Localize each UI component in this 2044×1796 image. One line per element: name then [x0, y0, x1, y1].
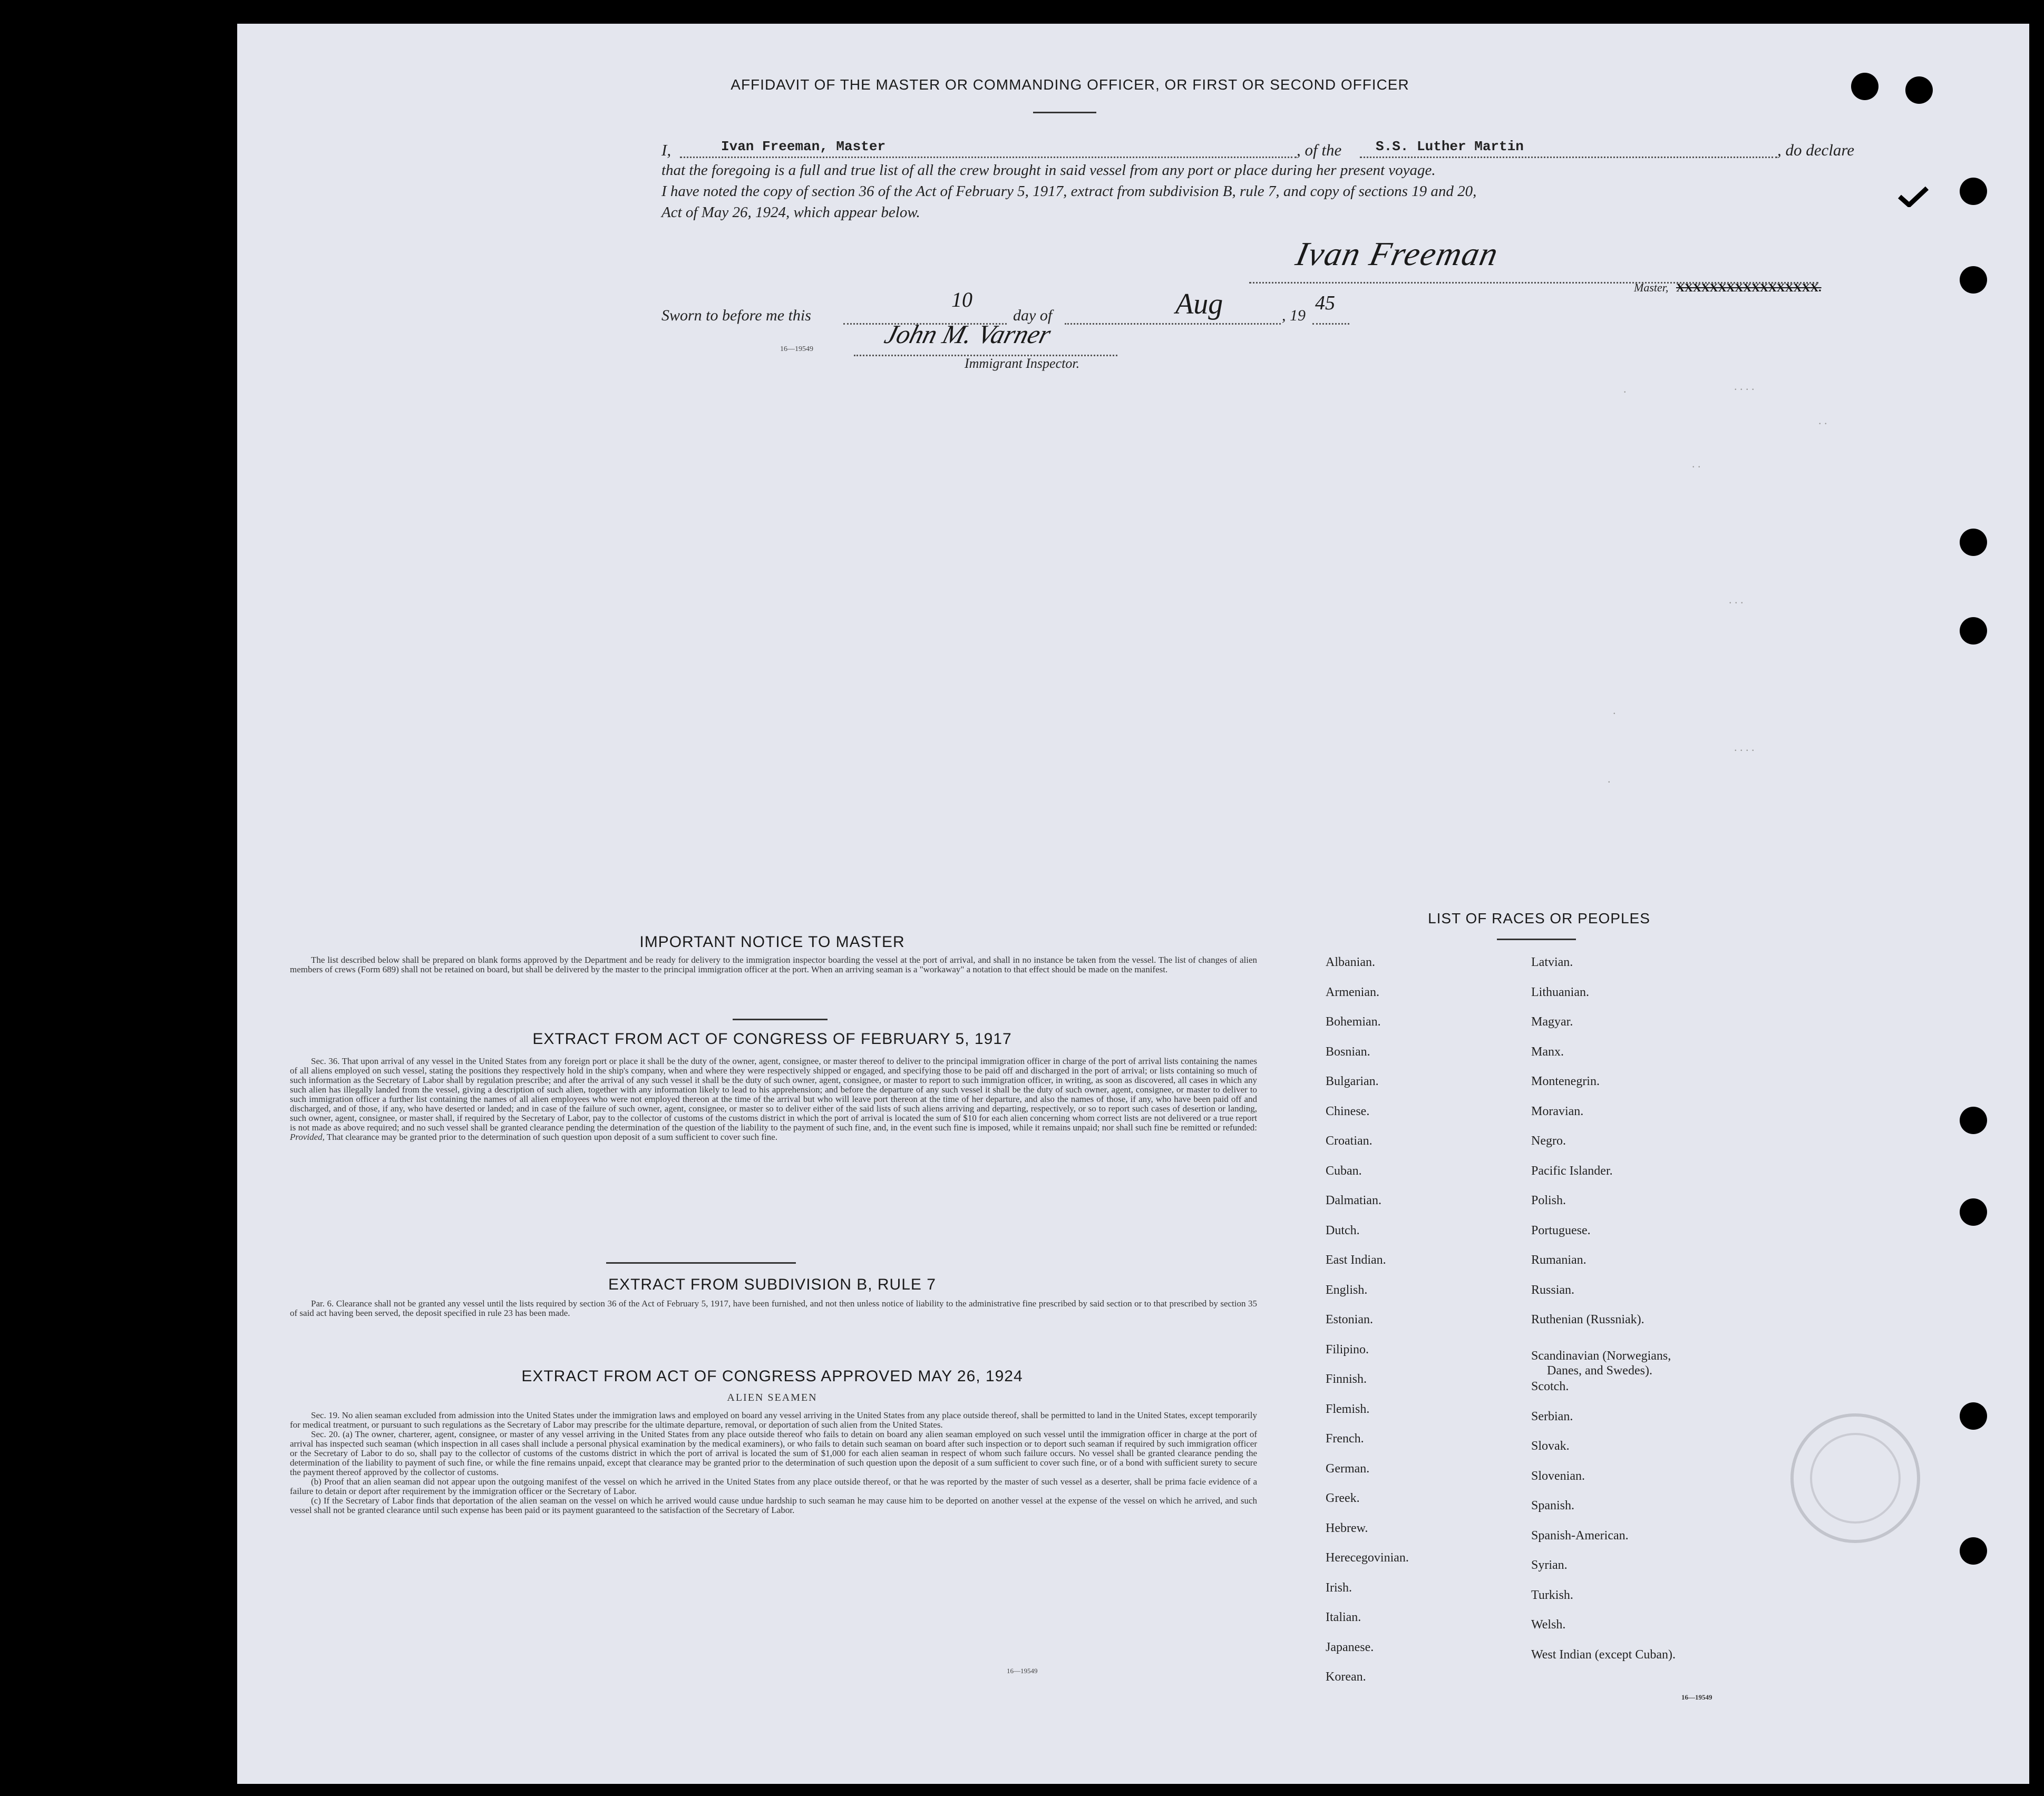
race-item: Filipino. — [1326, 1342, 1369, 1356]
notice-body: The list described below shall be prepared on blank forms approved by the Department and be ready for delivery to the immigration inspector boarding the vessel at the port of arrival, and shall in no instance be taken from the vessel. The list of changes of alien members of crews (Form 689) shall not be retained on board, but shall be delivered by the master to the principal immigration officer at the port. When an arriving seaman is a "workaway" a notation to that effect should be made on the manifest. — [290, 955, 1257, 974]
inspector-label: Immigrant Inspector. — [965, 356, 1080, 371]
punch-hole — [1960, 1402, 1987, 1430]
races-divider — [1497, 939, 1576, 940]
race-item: Croatian. — [1326, 1134, 1373, 1148]
master-signature: Ivan Freeman — [1292, 235, 1503, 272]
race-item: West Indian (except Cuban). — [1531, 1647, 1676, 1662]
punch-hole — [1960, 1198, 1987, 1226]
punch-hole — [1851, 73, 1878, 100]
sec-20b-text: Proof that an alien seaman did not appear upon the outgoing manifest of the vessel on which he arrived in the United States from any place outside thereof, or that he was reported by the master of such vessel as a deserter, shall be prima facie evidence of a failure to detain or deport after requirement by the immigration officer or the Secretary of Labor. — [290, 1477, 1258, 1496]
bleed-through-mark: . — [1608, 772, 1611, 785]
race-item: Ruthenian (Russniak). — [1531, 1313, 1644, 1326]
affidavit-form-number: 16—19549 — [780, 345, 813, 353]
race-item: Welsh. — [1531, 1618, 1566, 1632]
affidavit-title: AFFIDAVIT OF THE MASTER OR COMMANDING OFFICER, OR FIRST OR SECOND OFFICER — [731, 76, 1409, 93]
race-item: Portuguese. — [1531, 1223, 1591, 1237]
race-item: Korean. — [1326, 1670, 1366, 1684]
bleed-through-mark: . . — [1818, 414, 1827, 427]
race-item: Hebrew. — [1326, 1521, 1368, 1535]
race-item: Italian. — [1326, 1610, 1361, 1624]
sworn-label: Sworn to before me this — [661, 307, 811, 324]
race-item: Albanian. — [1326, 955, 1375, 969]
month-value: Aug — [1175, 288, 1223, 320]
affidavit-line-4: Act of May 26, 1924, which appear below. — [661, 204, 920, 221]
sec-19-label: Sec. 19. — [311, 1410, 340, 1420]
punch-hole — [1960, 617, 1987, 645]
race-item: Slovenian. — [1531, 1469, 1585, 1483]
title-divider — [1033, 112, 1096, 113]
sec-20b-paragraph — [290, 1477, 1257, 1496]
punch-hole — [1960, 1537, 1987, 1565]
race-item: Moravian. — [1531, 1104, 1584, 1118]
sec-20c-label: (c) — [311, 1496, 321, 1506]
extract-1924-body — [290, 1411, 1257, 1515]
extract-1917-title: EXTRACT FROM ACT OF CONGRESS OF FEBRUARY 5, 1917 — [532, 1030, 1012, 1048]
race-item: Greek. — [1326, 1491, 1360, 1505]
race-item: Pacific Islander. — [1531, 1164, 1613, 1178]
race-item: Armenian. — [1326, 985, 1379, 999]
par-6-label: Par. 6. — [311, 1299, 334, 1309]
sec-20c-text: If the Secretary of Labor finds that deportation of the alien seaman on the vessel on which he arrived would cause undue hardship to such seaman he may cause him to be deported on another vessel at the expense of the vessel on which he arrived, and such vessel shall not be granted clearance until such expense has been paid or its payment guaranteed to the satisfaction of the Secretary of Labor. — [290, 1496, 1257, 1515]
struck-officer-text: XXXXXXXXXXXXXXXXX. — [1676, 281, 1822, 294]
punch-hole — [1905, 76, 1933, 104]
sec-20a-label: Sec. 20. (a) — [311, 1429, 353, 1439]
race-item: Scandinavian (Norwegians, — [1531, 1349, 1671, 1363]
document-page — [237, 24, 2029, 1784]
inspector-signature: John M. Varner — [881, 319, 1054, 349]
sec-20a-text: The owner, charterer, agent, consignee, or master of any vessel arriving in the United States from any place outside thereof who fails to detain on board any alien seaman employed on such vessel until the immigration officer in charge at the port of arrival has inspected such seaman (which inspection in all cases shall include a personal physical examination by the medical examiners), or who fails to detain such seaman on board after such inspection or to deport such seaman if required by such immigration officer or the Secretary of Labor to do so, shall pay to the collector of customs of the customs district in which the port of arrival is located the sum of $1,000 for each alien seaman in respect of whom such failure occurs. No vessel shall be granted clearance pending the determination of the liability to payment of such fine, or while the fine remains unpaid, except that clearance may be granted prior to the determination of such question upon the deposit of a sum sufficient to cover such fine, or of a bond with sufficient surety to secure the payment thereof approved by the collector of customs. — [290, 1429, 1258, 1477]
race-item: Flemish. — [1326, 1402, 1370, 1416]
race-item: Bosnian. — [1326, 1045, 1370, 1059]
notice-title: IMPORTANT NOTICE TO MASTER — [639, 933, 905, 951]
affidavit-i-label: I, — [661, 141, 671, 159]
race-item: Herecegovinian. — [1326, 1551, 1409, 1565]
race-item: Negro. — [1531, 1134, 1566, 1148]
race-item: Spanish-American. — [1531, 1528, 1629, 1543]
vessel-name-value: S.S. Luther Martin — [1376, 139, 1524, 154]
race-item: Cuban. — [1326, 1164, 1362, 1178]
alien-seamen-subtitle: ALIEN SEAMEN — [727, 1392, 817, 1403]
race-item: Rumanian. — [1531, 1253, 1586, 1267]
affidavit-line-2: that the foregoing is a full and true list of all the crew brought in said vessel from any port or place during her present voyage. — [661, 162, 1436, 179]
month-line — [1065, 323, 1281, 325]
race-item: Bohemian. — [1326, 1015, 1381, 1029]
day-of-label: day of — [1013, 307, 1053, 324]
extract-1917-body — [290, 1057, 1257, 1142]
races-form-number: 16—19549 — [1681, 1693, 1712, 1701]
race-item: French. — [1326, 1432, 1364, 1446]
race-item: English. — [1326, 1283, 1368, 1297]
race-item: Turkish. — [1531, 1588, 1573, 1602]
master-name-line — [680, 157, 1297, 158]
vessel-line — [1360, 157, 1777, 158]
proviso-text: That clearance may be granted prior to the determination of such question upon deposit of a sum sufficient to cover such fine. — [326, 1132, 777, 1142]
punch-hole — [1960, 1107, 1987, 1134]
year-line — [1312, 323, 1349, 325]
race-item: Latvian. — [1531, 955, 1573, 969]
sec-19-text: No alien seaman excluded from admission into the United States under the immigration laws and employed on board any vessel arriving in the United States from any place outside thereof, shall be permitted to land in the United States, except temporarily for medical treatment, or pursuant to such regulations as the Secretary of Labor may prescribe for the ultimate departure, removal, or deportation of such alien from the United States. — [290, 1410, 1257, 1430]
rule-7-title: EXTRACT FROM SUBDIVISION B, RULE 7 — [608, 1276, 936, 1293]
race-item: Manx. — [1531, 1045, 1564, 1059]
race-item: Syrian. — [1531, 1558, 1568, 1572]
sec-36-text: That upon arrival of any vessel in the United States from any foreign port or place it shall be the duty of the owner, agent, consignee, or master thereof to deliver to the principal immigration officer in charge of the port of arrival lists containing the names of all aliens employed on such vessel, stating the positions they respectively hold in the ship's company, when and where they were respectively shipped or engaged, and specifying those to be paid off and discharged in the port of arrival; or lists containing so much of such information as the Secretary of Labor shall by regulation prescribe; and after the arrival of any such vessel it shall be the duty of such owner, agent, consignee, or master to report to such immigration officer, in writing, as soon as discovered, all cases in which any such alien has illegally landed from the vessel, giving a description of such alien, together with any information likely to lead to his apprehension; and before the departure of any such vessel it shall be the duty of such owner, agent, consignee, or master to deliver to such immigration officer a further list containing the names of all alien employees who were not employed thereon at the time of the arrival but who will leave port thereon at the time of her departure, and also the names of those, if any, who have been paid off and discharged, and of those, if any, who have deserted or landed; and in case of the failure of such owner, agent, consignee, or master so to deliver either of the said lists of such aliens arriving and departing, respectively, or so to report such cases of desertion or landing, such owner, agent, consignee, or master shall, if required by the Secretary of Labor, pay to the collector of customs of the customs district in which the port of arrival is located the sum of $10 for each alien concerning whom correct lists are not delivered or a true report is not made as above required; and no such vessel shall be granted clearance pending the determination of the question of the liability to the payment of such fine, and, in the event such fine is imposed, while it remains unpaid; nor shall such fine be remitted or refunded: — [290, 1056, 1257, 1133]
bleed-through-mark: . — [1623, 382, 1627, 395]
sec-20b-label: (b) — [311, 1477, 322, 1487]
do-declare-label: , do declare — [1777, 141, 1855, 159]
race-item: Slovak. — [1531, 1439, 1570, 1453]
master-name-value: Ivan Freeman, Master — [721, 139, 886, 154]
race-item: Finnish. — [1326, 1372, 1367, 1386]
race-item: Japanese. — [1326, 1640, 1374, 1654]
rule-7-body — [290, 1299, 1257, 1318]
sec-20c-paragraph — [290, 1496, 1257, 1515]
extract-form-number: 16—19549 — [1007, 1667, 1038, 1675]
sec-19-paragraph — [290, 1411, 1257, 1430]
sec-20a-paragraph — [290, 1430, 1257, 1477]
race-item: Dalmatian. — [1326, 1194, 1381, 1207]
bleed-through-mark: . — [1613, 704, 1616, 717]
sec-36-label: Sec. 36. — [311, 1056, 340, 1066]
day-value: 10 — [951, 288, 972, 311]
bleed-through-mark: . . . . — [1734, 740, 1755, 754]
race-item: Bulgarian. — [1326, 1075, 1379, 1088]
year-prefix: , 19 — [1282, 307, 1306, 324]
master-title-label: Master, — [1634, 281, 1669, 294]
race-item: Russian. — [1531, 1283, 1575, 1297]
punch-hole — [1960, 529, 1987, 556]
race-item: Scotch. — [1531, 1380, 1569, 1393]
race-item: German. — [1326, 1461, 1370, 1476]
race-item: Polish. — [1531, 1194, 1566, 1207]
bleed-through-mark: . . — [1692, 457, 1701, 470]
punch-hole — [1960, 178, 1987, 205]
race-item: East Indian. — [1326, 1253, 1386, 1267]
par-6-text: Clearance shall not be granted any vessel until the lists required by section 36 of the Act of February 5, 1917, have been furnished, and not then unless notice of liability to the administrative fine prescribed by said section or to that prescribed by section 35 of said act having been served, the deposit specified in rule 23 has been made. — [290, 1299, 1257, 1318]
proviso-label: Provided, — [290, 1132, 325, 1142]
affidavit-line-3: I have noted the copy of section 36 of the Act of February 5, 1917, extract from subdivision B, rule 7, and copy of sections 19 and 20, — [661, 183, 1477, 200]
race-item: Magyar. — [1531, 1015, 1573, 1029]
race-item: Estonian. — [1326, 1313, 1373, 1326]
check-mark-icon — [1897, 186, 1929, 207]
race-item: Spanish. — [1531, 1499, 1575, 1512]
extract-1924-title: EXTRACT FROM ACT OF CONGRESS APPROVED MAY 26, 1924 — [521, 1368, 1023, 1385]
punch-hole — [1960, 266, 1987, 294]
race-item: Montenegrin. — [1531, 1075, 1600, 1088]
seal-stamp-icon — [1782, 1404, 1929, 1552]
race-item: Serbian. — [1531, 1409, 1573, 1423]
bleed-through-mark: . . . — [1729, 593, 1744, 606]
races-title: LIST OF RACES OR PEOPLES — [1428, 910, 1650, 926]
bleed-through-mark: . . . . — [1734, 379, 1755, 393]
race-item: Chinese. — [1326, 1104, 1370, 1118]
race-item: Lithuanian. — [1531, 985, 1589, 999]
race-item: Irish. — [1326, 1580, 1352, 1595]
extract-1917-divider — [606, 1262, 796, 1264]
of-the-label: , of the — [1297, 141, 1342, 159]
race-item: Dutch. — [1326, 1223, 1360, 1237]
notice-divider — [733, 1019, 828, 1020]
race-item: Danes, and Swedes). — [1547, 1363, 1652, 1378]
year-value: 45 — [1315, 292, 1335, 314]
